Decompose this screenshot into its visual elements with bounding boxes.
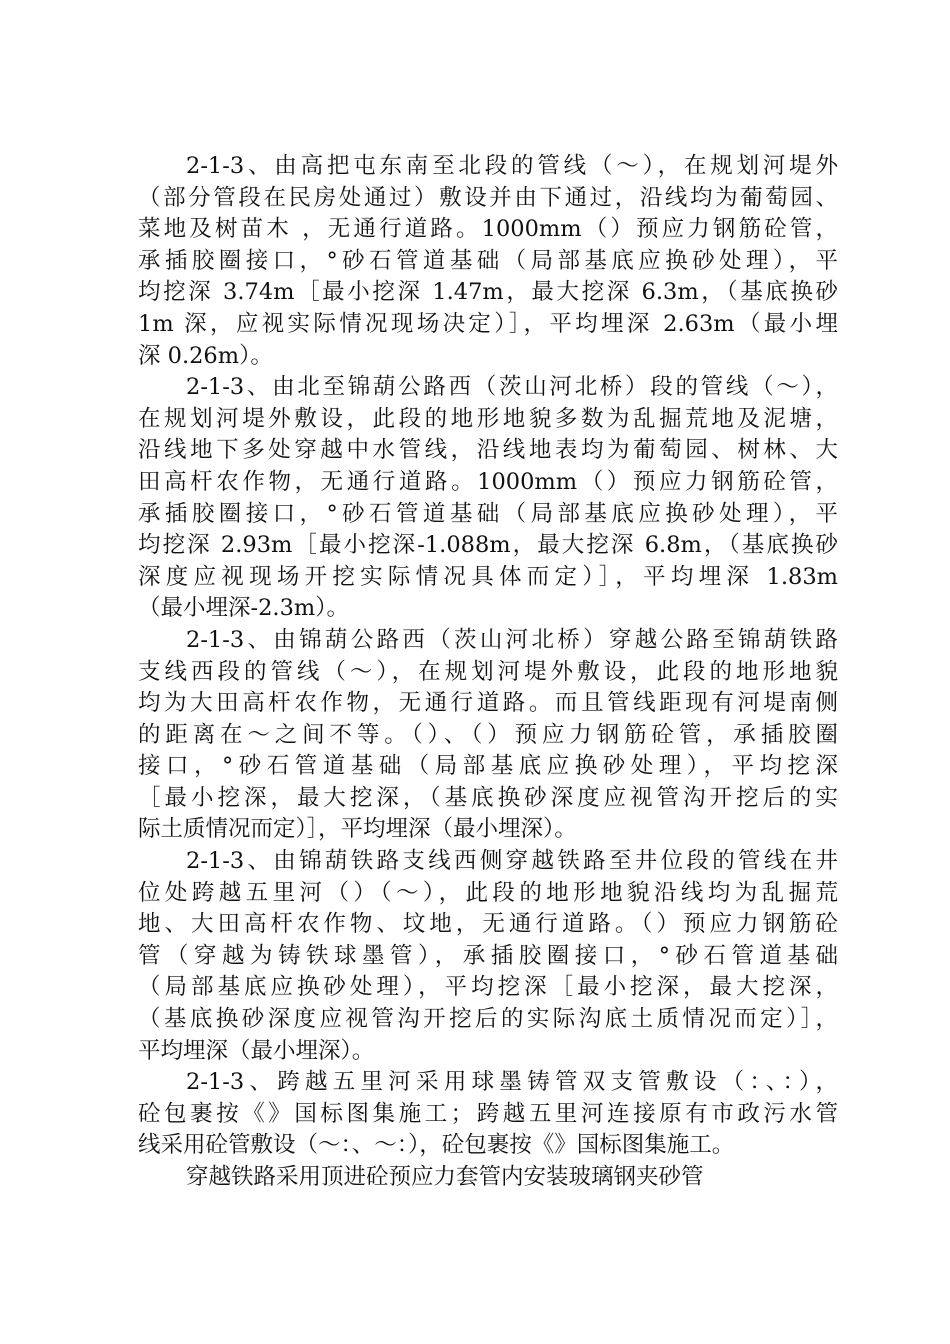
paragraph-line: 沿线地下多处穿越中水管线，沿线地表均为葡萄园、树林、大 — [138, 437, 838, 464]
paragraph — [138, 625, 838, 846]
paragraph-line: 平均埋深（最小埋深）。 — [138, 1037, 375, 1064]
paragraph-line: 砼包裹按《》国标图集施工；跨越五里河连接原有市政污水管 — [138, 1100, 838, 1127]
paragraph-first-line: 2-1-3、由锦葫铁路支线西侧穿越铁路至井位段的管线在井 — [186, 848, 838, 875]
paragraph — [138, 151, 838, 372]
paragraph — [138, 372, 838, 625]
paragraph-first-line: 2-1-3、由锦葫公路西（茨山河北桥）穿越公路至锦葫铁路 — [186, 626, 838, 653]
paragraph-line: （部分管段在民房处通过）敷设并由下通过，沿线均为葡萄园、 — [138, 184, 838, 211]
document-page — [138, 151, 838, 1194]
paragraph-line: 支线西段的管线（～），在规划河堤外敷设，此段的地形地貌 — [138, 658, 838, 685]
paragraph-line: 际土质情况而定）］，平均埋深（最小埋深）。 — [138, 816, 577, 843]
paragraph-line: 深 0.26m）。 — [138, 342, 273, 369]
paragraph-line: 的距离在～之间不等。（）、（）预应力钢筋砼管，承插胶圈 — [138, 721, 838, 748]
paragraph-line: 1m 深，应视实际情况现场决定）］，平均埋深 2.63m（最小埋 — [138, 310, 838, 337]
paragraph-line: 地、大田高杆农作物、坟地，无通行道路。（）预应力钢筋砼 — [138, 911, 838, 938]
paragraph — [138, 1162, 838, 1194]
paragraph-line: 承插胶圈接口，°砂石管道基础（局部基底应换砂处理），平 — [138, 500, 838, 527]
paragraph-line: （基底换砂深度应视管沟开挖后的实际沟底土质情况而定）］， — [138, 1006, 838, 1033]
paragraph-line: 均为大田高杆农作物，无通行道路。而且管线距现有河堤南侧 — [138, 690, 838, 717]
paragraph-first-line: 穿越铁路采用顶进砼预应力套管内安装玻璃钢夹砂管 — [186, 1164, 704, 1190]
paragraph-line: 菜地及树苗木 ，无通行道路。1000mm（）预应力钢筋砼管， — [138, 216, 838, 243]
paragraph-line: 承插胶圈接口，°砂石管道基础（局部基底应换砂处理），平 — [138, 247, 838, 274]
paragraph-line: （局部基底应换砂处理），平均挖深［最小挖深，最大挖深， — [138, 974, 838, 1001]
paragraph-line: 田高杆农作物，无通行道路。1000mm（）预应力钢筋砼管， — [138, 468, 838, 495]
paragraph-line: ［最小挖深，最大挖深，（基底换砂深度应视管沟开挖后的实 — [138, 784, 838, 811]
paragraph — [138, 846, 838, 1067]
paragraph-line: （最小埋深-2.3m）。 — [138, 595, 349, 622]
paragraph-line: 线采用砼管敷设（～：、～：），砼包裹按《》国标图集施工。 — [138, 1132, 735, 1159]
paragraph-first-line: 2-1-3、由北至锦葫公路西（茨山河北桥）段的管线（～）， — [186, 374, 838, 401]
paragraph-line: 深度应视现场开挖实际情况具体而定）］，平均埋深 1.83m — [138, 563, 838, 590]
paragraph-line: 均挖深 2.93m［最小挖深-1.088m，最大挖深 6.8m，（基底换砂 — [138, 532, 838, 559]
paragraph-line: 均挖深 3.74m［最小挖深 1.47m，最大挖深 6.3m，（基底换砂 — [138, 279, 838, 306]
paragraph-line: 接口，°砂石管道基础（局部基底应换砂处理），平均挖深 — [138, 753, 838, 780]
paragraph — [138, 1067, 838, 1162]
paragraph-first-line: 2-1-3、由高把屯东南至北段的管线（～），在规划河堤外 — [186, 153, 838, 179]
paragraph-line: 位处跨越五里河（）（～），此段的地形地貌沿线均为乱掘荒 — [138, 879, 838, 906]
paragraph-first-line: 2-1-3、跨越五里河采用球墨铸管双支管敷设（：、：）， — [186, 1069, 838, 1096]
paragraph-line: 在规划河堤外敷设，此段的地形地貌多数为乱掘荒地及泥塘， — [138, 405, 838, 432]
paragraph-line: 管（穿越为铸铁球墨管），承插胶圈接口，°砂石管道基础 — [138, 942, 838, 969]
